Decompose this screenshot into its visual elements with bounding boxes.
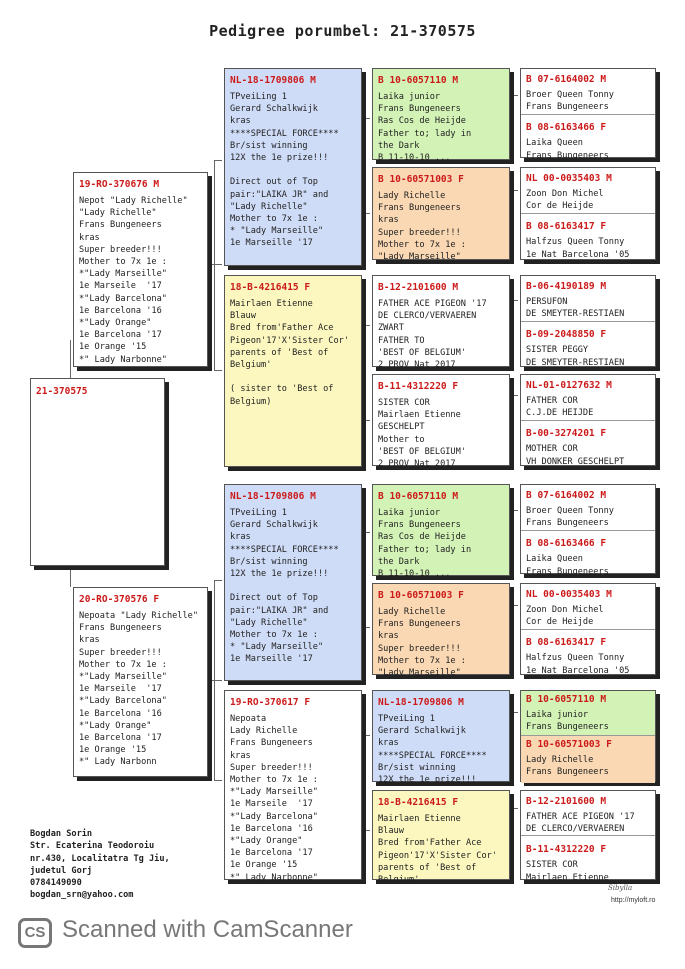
ggs-2-card[interactable] — [372, 275, 510, 371]
gen4-ring-id: NL 00-0035403 M — [526, 589, 612, 600]
connector — [510, 808, 518, 809]
connector — [362, 118, 363, 213]
gen4-ring-id: B-00-3274201 F — [526, 428, 607, 440]
gen4-pair-6-card[interactable] — [520, 583, 656, 675]
gen4-pair-5-card[interactable] — [520, 484, 656, 577]
divider — [521, 114, 655, 115]
dam-ring-id: 20-RO-370576 F — [79, 594, 160, 605]
ggd-4-ring-id: 18-B-4216415 F — [378, 797, 459, 808]
connector — [510, 190, 518, 191]
ggs-4-card[interactable] — [372, 690, 510, 786]
gen4-details: Laika junior Frans Bungeneers — [526, 710, 609, 733]
connector — [362, 325, 363, 420]
dam-card[interactable] — [73, 587, 208, 777]
gen4-pair-1-card[interactable] — [520, 68, 656, 161]
ggs-3-card[interactable] — [372, 484, 510, 580]
granddam-2-card[interactable] — [224, 690, 362, 883]
connector — [362, 627, 370, 628]
grandsire-1-details: TPveiLing 1 Gerard Schalkwijk kras ****SPECIAL FORCE**** Br/sist winning 12X the 1e prize!!! Direct out of Top pair:"LAIKA JR" and "Lady Richelle" Mother to 7x 1e : * "Lady Marseille" 1e Marseille '17 — [230, 92, 339, 249]
subject-ring-id: 21-370575 — [36, 386, 88, 397]
connector — [362, 118, 370, 119]
connector — [362, 830, 370, 831]
ggd-3-details: Lady Richelle Frans Bungeneers kras Super breeder!!! Mother to 7x 1e : "Lady Marseille" — [378, 607, 466, 679]
divider — [521, 835, 655, 836]
gen4-details: Halfzus Queen Tonny 1e Nat Barcelona '05 — [526, 653, 630, 676]
granddam-1-details: Mairlaen Etienne Blauw Bred from'Father Ace Pigeon'17'X'Sister Cor' parents of 'Best of Belgium' ( sister to 'Best of Belgium) — [230, 299, 349, 407]
ggd-4-details: Mairlaen Etienne Blauw Bred from'Father Ace Pigeon'17'X'Sister Cor' parents of 'Best of Belgium' — [378, 814, 497, 886]
connector — [214, 780, 222, 781]
connector — [510, 300, 518, 301]
subject-card[interactable] — [30, 378, 165, 566]
ggd-2-details: SISTER COR Mairlaen Etienne GESCHELPT Mother to 'BEST OF BELGIUM' 2 PROV Nat 2017 — [378, 398, 466, 470]
gen4-details: Zoon Don Michel Cor de Heijde — [526, 189, 604, 212]
gen4-ring-id: NL-01-0127632 M — [526, 380, 612, 391]
gen4-ring-id: B-09-2048850 F — [526, 329, 607, 341]
ggd-3-card[interactable] — [372, 583, 510, 679]
grandsire-2-card[interactable] — [224, 484, 362, 681]
connector — [510, 510, 518, 511]
ggs-4-ring-id: NL-18-1709806 M — [378, 697, 464, 708]
gen4-ring-id: B 08-6163417 F — [526, 221, 607, 233]
ggs-1-details: Laika junior Frans Bungeneers Ras Cos de Heijde Father to; lady in the Dark B 11-10-10 ... — [378, 92, 472, 164]
gen4-details: SISTER PEGGY DE SMEYTER-RESTIAEN — [526, 345, 625, 368]
gen4-details: Broer Queen Tonny Frans Bungeneers — [526, 506, 614, 529]
divider — [521, 321, 655, 322]
gen4-ring-id: NL 00-0035403 M — [526, 173, 612, 184]
gen4-pair-3-card[interactable] — [520, 275, 656, 367]
dam-details: Nepoata "Lady Richelle" Frans Bungeneers kras Super breeder!!! Mother to 7x 1e : *"Lady Marseille" 1e Marseile '17 *"Lady Barcelona" 1e Barcelona '16 *"Lady Orange" 1e Barcelona '17 1e Orange '15 *" Lady Narbonn — [79, 611, 198, 768]
gen4-pair-7-card[interactable] — [520, 690, 656, 782]
page-title: Pedigree porumbel: 21-370575 — [209, 22, 476, 40]
divider — [521, 629, 655, 630]
owner-contact: Bogdan Sorin Str. Ecaterina Teodoroiu nr.430, Localitatra Tg Jiu, judetul Gorj 0784149090 bogdan_srn@yahoo.com — [30, 829, 170, 901]
gen4-ring-id: B 08-6163466 F — [526, 122, 607, 134]
ggd-2-card[interactable] — [372, 374, 510, 470]
myloft-link[interactable]: http://myloft.ro — [611, 897, 656, 904]
gen4-pair-2-card[interactable] — [520, 167, 656, 260]
grandsire-2-ring-id: NL-18-1709806 M — [230, 491, 316, 502]
ggs-2-ring-id: B-12-2101600 M — [378, 282, 459, 293]
granddam-1-card[interactable] — [224, 275, 362, 467]
gen4-pair-4-card[interactable] — [520, 374, 656, 466]
ggs-3-ring-id: B 10-6057110 M — [378, 491, 459, 502]
ggs-3-details: Laika junior Frans Bungeneers Ras Cos de Heijde Father to; lady in the Dark B 11-10-10 ... — [378, 508, 472, 580]
grandsire-1-card[interactable] — [224, 68, 362, 266]
connector — [362, 213, 370, 214]
gen4-details: Lady Richelle Frans Bungeneers — [526, 755, 609, 778]
ggd-1-ring-id: B 10-60571003 F — [378, 174, 464, 185]
divider — [521, 530, 655, 531]
granddam-2-ring-id: 19-RO-370617 F — [230, 697, 311, 708]
gen4-details: Broer Queen Tonny Frans Bungeneers — [526, 90, 614, 113]
gen4-details: PERSUFON DE SMEYTER-RESTIAEN — [526, 297, 625, 320]
gen4-ring-id: B-06-4190189 M — [526, 281, 607, 292]
sire-details: Nepot "Lady Richelle" "Lady Richelle" Frans Bungeneers kras Super breeder!!! Mother to 7x 1e : *"Lady Marseille" 1e Marseile '17 *"Lady Barcelona" 1e Barcelona '16 *"Lady Orange" 1e Barcelona '17 1e Orange '15 *" Lady Narbonne" — [79, 196, 188, 365]
gen4-ring-id: B 07-6164002 M — [526, 490, 607, 501]
gen4-details: FATHER ACE PIGEON '17 DE CLERCO/VERVAEREN — [526, 812, 635, 835]
connector — [362, 532, 370, 533]
connector — [166, 390, 167, 391]
connector — [510, 395, 518, 396]
camscanner-text: Scanned with CamScanner — [62, 916, 353, 943]
connector — [214, 580, 215, 780]
connector — [510, 95, 518, 96]
gen4-ring-id: B-12-2101600 M — [526, 796, 607, 807]
camscanner-logo-icon: CS — [18, 918, 52, 948]
gen4-details: FATHER COR C.J.DE HEIJDE — [526, 396, 594, 419]
ggd-1-details: Lady Richelle Frans Bungeneers kras Super breeder!!! Mother to 7x 1e : "Lady Marseille" — [378, 191, 466, 263]
grandsire-2-details: TPveiLing 1 Gerard Schalkwijk kras ****SPECIAL FORCE**** Br/sist winning 12X the 1e prize!!! Direct out of Top pair:"LAIKA JR" and "Lady Richelle" Mother to 7x 1e : * "Lady Marseille" 1e Marseille '17 — [230, 508, 339, 665]
sire-card[interactable] — [73, 172, 208, 367]
grandsire-1-ring-id: NL-18-1709806 M — [230, 75, 316, 86]
gen4-ring-id: B-11-4312220 F — [526, 844, 607, 856]
connector — [214, 160, 222, 161]
gen4-details: Laika Queen Frans Bungeneers — [526, 554, 609, 577]
ggs-4-details: TPveiLing 1 Gerard Schalkwijk kras ****SPECIAL FORCE**** Br/sist winning 12X the 1e prize!!! — [378, 714, 487, 786]
connector — [362, 532, 363, 627]
granddam-2-details: Nepoata Lady Richelle Frans Bungeneers kras Super breeder!!! Mother to 7x 1e : *"Lady Marseille" 1e Marseile '17 *"Lady Barcelona" 1e Barcelona '16 *"Lady Orange" 1e Barcelona '17 1e Orange '15 *" Lady Narbonne" — [230, 714, 318, 883]
ggd-3-ring-id: B 10-60571003 F — [378, 590, 464, 601]
connector — [362, 325, 370, 326]
gen4-details: Halfzus Queen Tonny 1e Nat Barcelona '05 — [526, 237, 630, 260]
connector — [214, 580, 222, 581]
connector — [214, 370, 222, 371]
signature: Sibylla — [608, 884, 633, 892]
gen4-details: MOTHER COR VH DONKER GESCHELPT — [526, 444, 625, 467]
gen4-details: Zoon Don Michel Cor de Heijde — [526, 605, 604, 628]
connector — [362, 420, 370, 421]
gen4-cell — [521, 735, 655, 783]
granddam-1-ring-id: 18-B-4216415 F — [230, 282, 311, 293]
ggs-2-details: FATHER ACE PIGEON '17 DE CLERCO/VERVAEREN ZWART FATHER TO 'BEST OF BELGIUM' 2 PROV Nat 2017 — [378, 299, 487, 371]
ggd-2-ring-id: B-11-4312220 F — [378, 381, 459, 392]
gen4-pair-8-card[interactable] — [520, 790, 656, 883]
gen4-details: Laika Queen Frans Bungeneers — [526, 138, 609, 161]
ggs-1-card[interactable] — [372, 68, 510, 164]
gen4-ring-id: B 07-6164002 M — [526, 74, 607, 85]
connector — [362, 735, 363, 830]
gen4-cell — [521, 691, 655, 735]
ggs-1-ring-id: B 10-6057110 M — [378, 75, 459, 86]
divider — [521, 420, 655, 421]
connector — [510, 605, 518, 606]
divider — [521, 213, 655, 214]
connector — [362, 735, 370, 736]
connector — [214, 160, 215, 370]
gen4-details: SISTER COR Mairlaen Etienne — [526, 860, 609, 883]
gen4-ring-id: B 08-6163466 F — [526, 538, 607, 550]
gen4-ring-id: B 10-60571003 F — [526, 739, 612, 750]
ggd-4-card[interactable] — [372, 790, 510, 886]
gen4-ring-id: B 10-6057110 M — [526, 694, 607, 705]
connector — [510, 712, 518, 713]
sire-ring-id: 19-RO-370676 M — [79, 179, 160, 190]
ggd-1-card[interactable] — [372, 167, 510, 263]
gen4-ring-id: B 08-6163417 F — [526, 637, 607, 649]
